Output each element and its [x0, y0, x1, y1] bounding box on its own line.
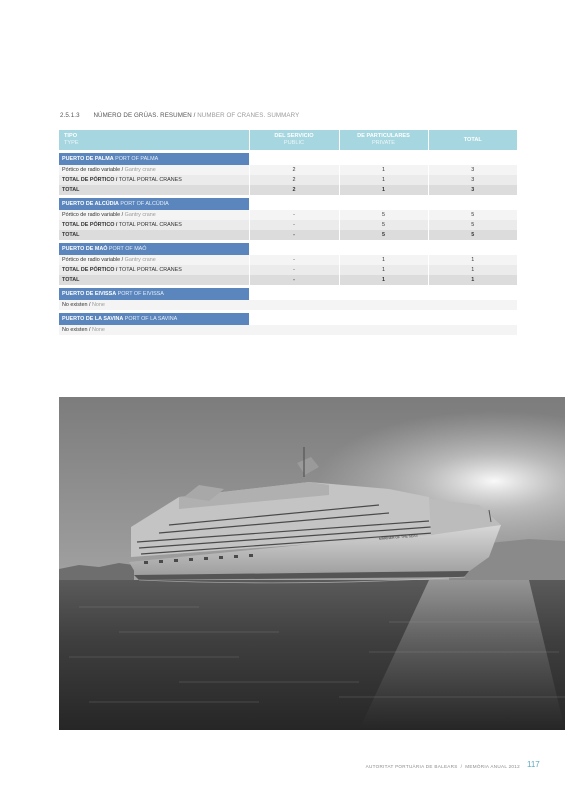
port-header-alcudia: PUERTO DE ALCÚDIA PORT OF ALCÚDIA — [59, 198, 517, 210]
table-row: TOTAL DE PÓRTICO / TOTAL PORTAL CRANES 2 1 3 — [59, 175, 517, 185]
section-title-en: NUMBER OF CRANES. SUMMARY — [195, 112, 300, 119]
port-header-mao: PUERTO DE MAÓ PORT OF MAÓ — [59, 243, 517, 255]
cranes-summary-table — [59, 130, 517, 335]
col-total-header: TOTAL — [428, 130, 517, 150]
col-public-header: DEL SERVICIO PUBLIC — [249, 130, 339, 150]
page-number: 117 — [527, 760, 540, 769]
table-total-row: TOTAL 2 1 3 — [59, 185, 517, 195]
footer-org: AUTORITAT PORTUÀRIA DE BALEARS — [365, 764, 458, 769]
col-type-header: TIPO TYPE — [59, 130, 249, 150]
ship-name: MARINER OF THE SEAS — [378, 533, 418, 541]
table-row: TOTAL DE PÓRTICO / TOTAL PORTAL CRANES - 5 5 — [59, 220, 517, 230]
section-title — [60, 112, 299, 119]
footer-report: MEMÒRIA ANUAL 2012 — [465, 764, 520, 769]
table-row: Pórtico de radio variable / Gantry crane 2 1 3 — [59, 165, 517, 175]
section-title-es: NÚMERO DE GRÚAS. RESUMEN / — [93, 112, 196, 119]
table-row: Pórtico de radio variable / Gantry crane - 5 5 — [59, 210, 517, 220]
port-header-palma: PUERTO DE PALMA PORT OF PALMA — [59, 153, 517, 165]
col-private-header: DE PARTICULARES PRIVATE — [339, 130, 428, 150]
table-header — [59, 130, 517, 150]
page-footer — [0, 764, 520, 769]
table-row: TOTAL DE PÓRTICO / TOTAL PORTAL CRANES - 1 1 — [59, 265, 517, 275]
table-total-row: TOTAL - 1 1 — [59, 275, 517, 285]
port-header-eivissa: PUERTO DE EIVISSA PORT OF EIVISSA — [59, 288, 517, 300]
cruise-ship-photo — [59, 397, 565, 730]
section-number: 2.5.1.3 — [60, 112, 80, 119]
table-row: No existen / None — [59, 300, 517, 310]
port-header-savina: PUERTO DE LA SAVINA PORT OF LA SAVINA — [59, 313, 517, 325]
table-row: Pórtico de radio variable / Gantry crane - 1 1 — [59, 255, 517, 265]
table-row: No existen / None — [59, 325, 517, 335]
table-total-row: TOTAL - 5 5 — [59, 230, 517, 240]
footer-separator: / — [460, 764, 463, 769]
